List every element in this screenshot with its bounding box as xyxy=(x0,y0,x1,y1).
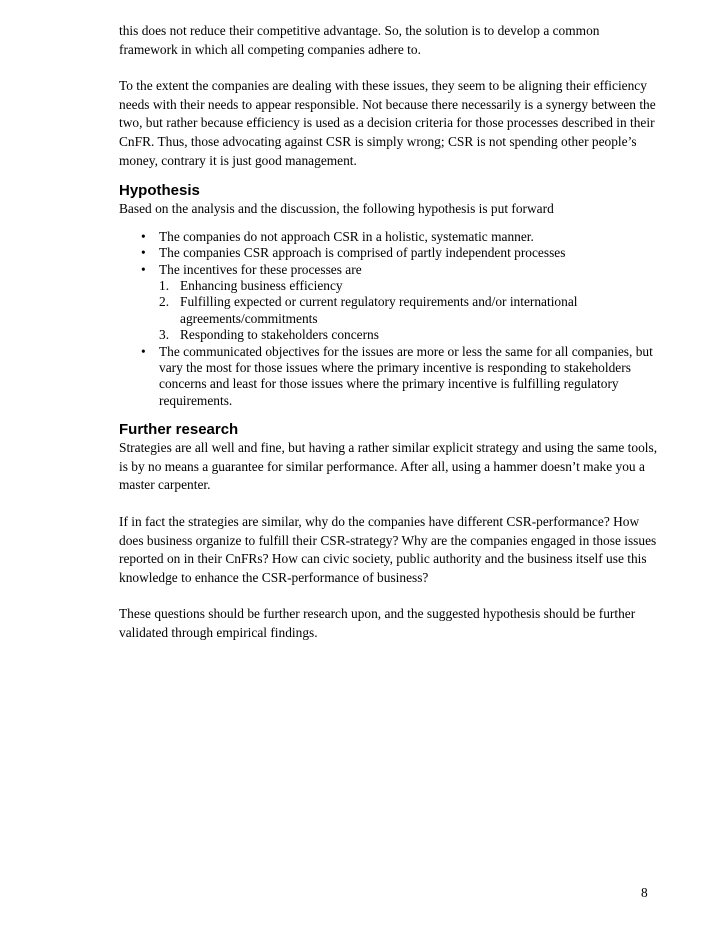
list-item-text: The companies CSR approach is comprised of partly independent processes xyxy=(159,245,566,261)
document-page xyxy=(119,22,659,643)
list-item xyxy=(119,262,659,344)
hypothesis-intro: Based on the analysis and the discussion, the following hypothesis is put forward xyxy=(119,201,554,217)
bullet-icon: • xyxy=(141,245,146,261)
incentive-item xyxy=(159,294,659,327)
paragraph-conclusion: These questions should be further research upon, and the suggested hypothesis should be further validated through empirical findings. xyxy=(119,606,636,640)
paragraph-strategies: Strategies are all well and fine, but having a rather similar explicit strategy and using the same tools, is by no means a guarantee for similar performance. After all, using a hammer doesn’t make you a master carpenter. xyxy=(119,440,658,493)
hypothesis-list xyxy=(119,229,659,409)
incentive-number: 1. xyxy=(159,277,170,293)
paragraph-efficiency-alignment: To the extent the companies are dealing with these issues, they seem to be aligning their efficiency needs with their needs to appear responsible. Not because there necessarily is a synergy between the two, but rather because efficiency is used as a decision criteria for those processes described in their CnFR. Thus, those advocating against CSR is simply wrong; CSR is not spending other people’s money, contrary it is just good management. xyxy=(119,78,656,168)
incentive-number: 3. xyxy=(159,327,170,343)
incentive-item xyxy=(159,327,659,343)
incentive-text: Enhancing business efficiency xyxy=(180,277,343,293)
list-item-text: The companies do not approach CSR in a holistic, systematic manner. xyxy=(159,228,534,244)
incentive-number: 2. xyxy=(159,294,170,310)
list-item-text: The communicated objectives for the issues are more or less the same for all companies, but vary the most for those issues where the primary incentive is responding to stakeholders concerns and least for those issues where the primary incentive is fulfilling regulatory requirements. xyxy=(159,343,653,408)
section-heading-further-research: Further research xyxy=(119,421,239,439)
page-number: 8 xyxy=(641,885,648,900)
paragraph-competitive-advantage: this does not reduce their competitive advantage. So, the solution is to develop a common framework in which all competing companies adhere to. xyxy=(119,23,600,57)
bullet-icon: • xyxy=(141,228,146,244)
section-heading-hypothesis: Hypothesis xyxy=(119,182,200,200)
incentive-item xyxy=(159,278,659,294)
list-item xyxy=(119,344,659,410)
incentive-text: Fulfilling expected or current regulatory requirements and/or international agreements/commitments xyxy=(180,294,578,326)
list-item xyxy=(119,245,659,261)
list-item xyxy=(119,229,659,245)
bullet-icon: • xyxy=(141,343,146,359)
incentives-list xyxy=(159,278,659,344)
list-item-text: The incentives for these processes are xyxy=(159,261,362,277)
bullet-icon: • xyxy=(141,261,146,277)
incentive-text: Responding to stakeholders concerns xyxy=(180,327,379,343)
paragraph-questions: If in fact the strategies are similar, why do the companies have different CSR-performance? How does business organize to fulfill their CSR-strategy? Why are the companies engaged in those issues reported on in their CnFRs? How can civic society, public authority and the business itself use this knowledge to enhance the CSR-performance of business? xyxy=(119,514,657,585)
